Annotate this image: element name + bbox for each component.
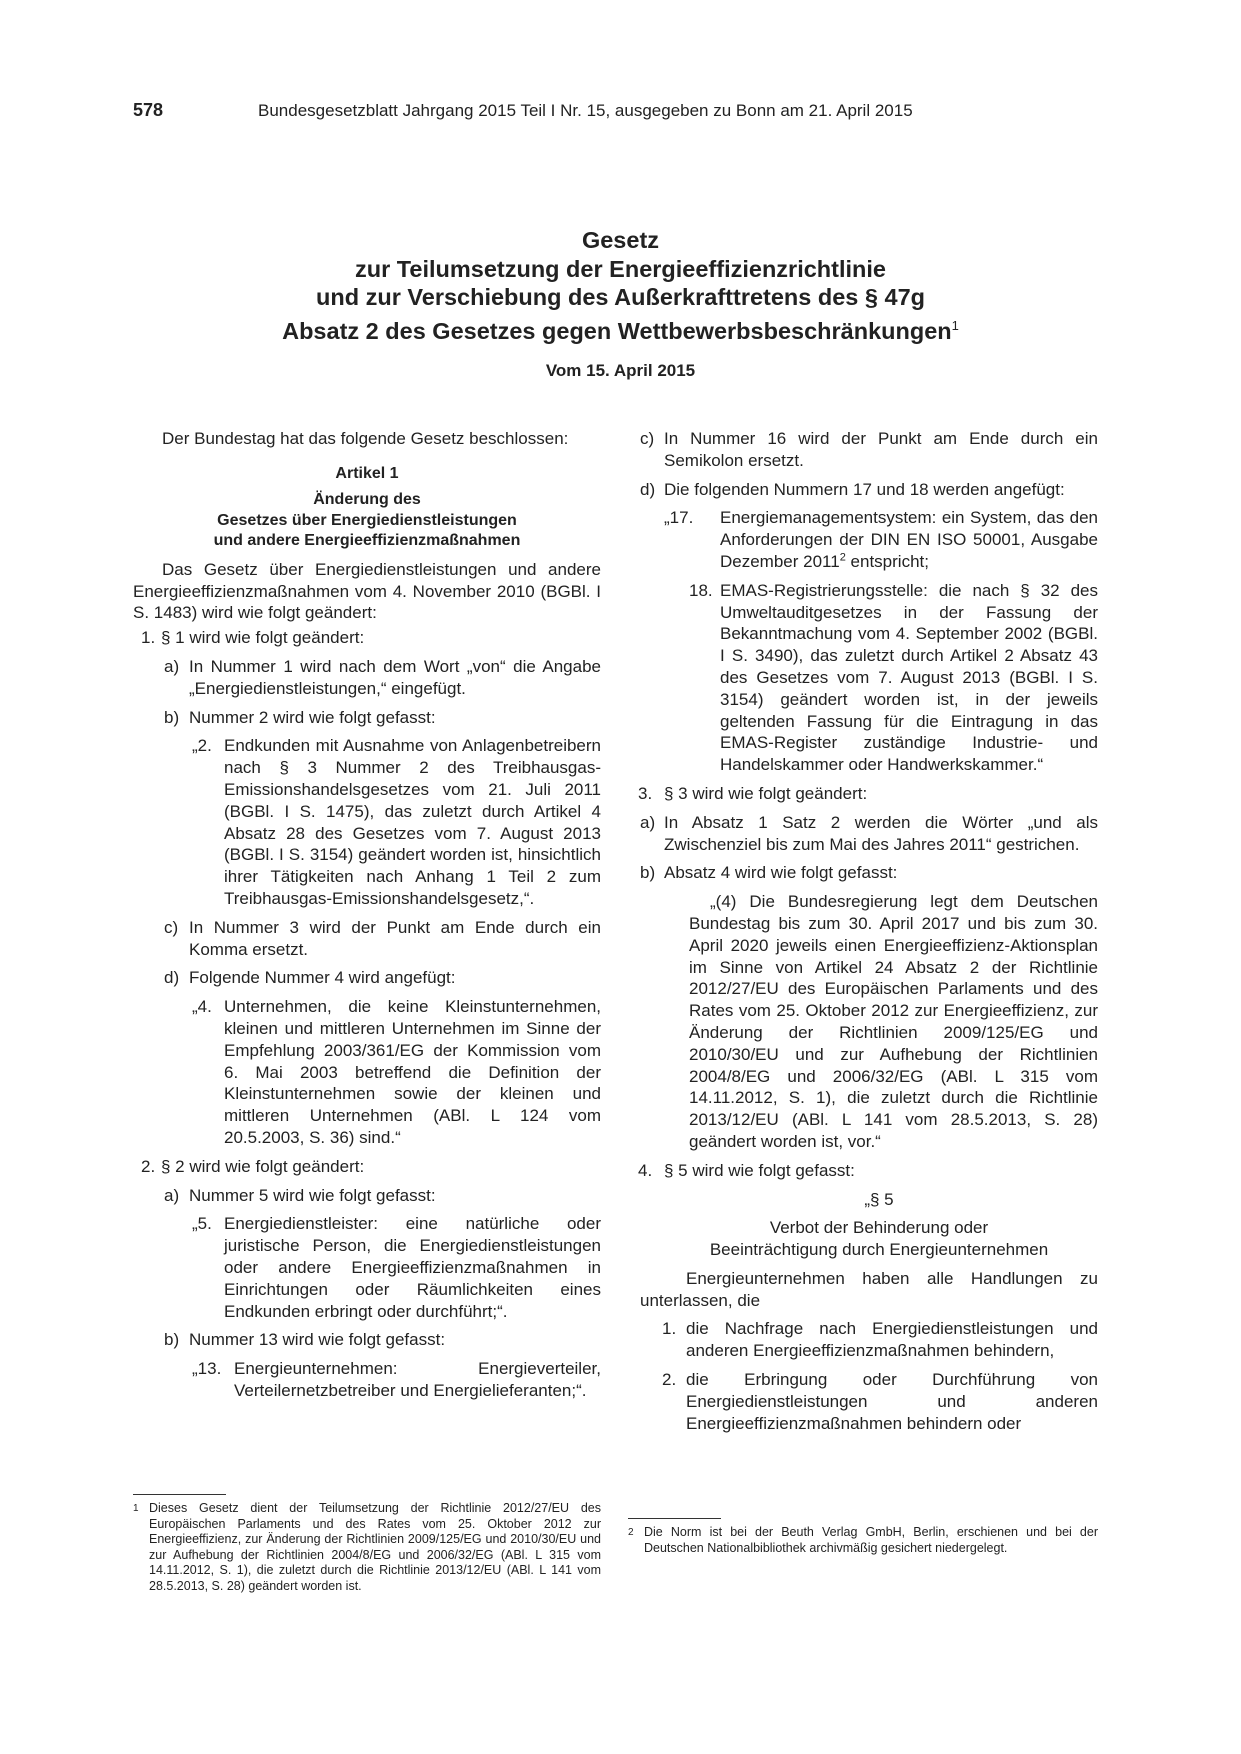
- item-label: c): [164, 917, 179, 937]
- quoted-paragraph: „(4) Die Bundesregierung legt dem Deutschen Bundestag bis zum 30. April 2017 und bis zum 30. April 2020 jeweils einen Energieeffizienz-Aktionsplan im Sinne von Artikel 24 Absatz 2 der Richtlinie 2012/27/EU des Europäischen Parlaments und des Rates vom 25. Oktober 2012 zur Energieeffizienz, zur Änderung der Richtlinien 2009/125/EG und 2010/30/EU und zur Aufhebung der Richtlinien 2004/8/EG und 2006/32/EG (ABl. L 315 vom 14.11.2012, S. 1), die zuletzt durch die Richtlinie 2013/12/EU (ABl. L 141 vom 28.5.2013, S. 28) geändert worden ist, vor.“: [689, 892, 1098, 1151]
- article-preamble: Das Gesetz über Energiedienstleistungen und andere Energieeffizienzmaßnahmen vom 4. November 2010 (BGBl. I S. 1483) wird wie folgt geändert:: [133, 559, 601, 623]
- list-item: [133, 1329, 601, 1351]
- item-label: a): [164, 1185, 180, 1205]
- title-line-2: zur Teilumsetzung der Energieeffizienzrichtlinie: [354, 255, 886, 282]
- title-line-3: und zur Verschiebung des Außerkrafttretens des § 47g: [316, 284, 925, 310]
- item-text: die Erbringung oder Durchführung von Energiedienstleistungen und anderen Energieeffizienzmaßnahmen behindern oder: [686, 1370, 1098, 1433]
- item-text: § 3 wird wie folgt geändert:: [664, 783, 868, 803]
- item-label: „4.: [192, 997, 212, 1017]
- list-item: [133, 1185, 601, 1207]
- item-label: 3.: [638, 783, 653, 803]
- footnote-number: 1: [133, 1503, 139, 1514]
- footnote-body: [628, 1525, 1098, 1556]
- quoted-item: [133, 1213, 601, 1322]
- footnote-divider: [628, 1518, 721, 1519]
- item-label: b): [164, 707, 180, 727]
- footnote-body: [133, 1501, 601, 1595]
- item-text: Energiedienstleister: eine natürliche oder juristische Person, die Energiedienstleistungen oder andere Energieeffizienzmaßnahmen in Einrichtungen oder Räumlichkeiten eines Endkunden erbringt oder durchführt;“.: [224, 1214, 601, 1321]
- item-label: „17.: [664, 508, 694, 528]
- list-item: [133, 656, 601, 700]
- item-label: 18.: [689, 580, 713, 600]
- law-date: Vom 15. April 2015: [545, 361, 696, 380]
- item-label: a): [164, 656, 180, 676]
- quoted-item: [133, 1358, 601, 1402]
- section-heading-line-1: Verbot der Behinderung oder: [769, 1218, 989, 1238]
- list-item: [640, 783, 1098, 805]
- right-column: [640, 428, 1098, 1441]
- item-label: 1.: [662, 1319, 677, 1339]
- section-heading-line-2: Beeinträchtigung durch Energieunternehmen: [709, 1240, 1049, 1260]
- item-text: In Absatz 1 Satz 2 werden die Wörter „und als Zwischenziel bis zum Mai des Jahres 2011“ gestrichen.: [664, 812, 1098, 854]
- item-label: c): [640, 429, 655, 448]
- item-text: EMAS-Registrierungsstelle: die nach § 32 des Umweltauditgesetzes in der Fassung der Bekanntmachung vom 4. September 2002 (BGBl. I S. 3490), das zuletzt durch Artikel 2 Absatz 43 des Gesetzes vom 7. August 2013 (BGBl. I S. 3154) geändert worden ist, in der jeweils geltenden Fassung für die Eintragung in das EMAS-Register zuständige Industrie- und Handelskammer oder Handwerkskammer.“: [720, 580, 1098, 775]
- footnote-1: [133, 1494, 601, 1595]
- item-text: § 2 wird wie folgt geändert:: [161, 1156, 365, 1176]
- list-item: [133, 1156, 601, 1178]
- item-text: Folgende Nummer 4 wird angefügt:: [189, 968, 456, 988]
- item-label: a): [640, 812, 656, 832]
- item-text: Absatz 4 wird wie folgt gefasst:: [664, 863, 898, 883]
- item-label: „5.: [192, 1214, 212, 1234]
- item-text: Nummer 13 wird wie folgt gefasst:: [189, 1330, 446, 1350]
- item-text: In Nummer 3 wird der Punkt am Ende durch ein Komma ersetzt.: [189, 917, 601, 959]
- footnote-ref-1[interactable]: 1: [951, 317, 959, 333]
- item-text: § 5 wird wie folgt gefasst:: [664, 1160, 855, 1180]
- enacting-clause: Der Bundestag hat das folgende Gesetz beschlossen:: [162, 429, 569, 448]
- item-label: „13.: [192, 1359, 222, 1379]
- item-label: b): [164, 1330, 180, 1350]
- item-label: 1.: [141, 628, 156, 648]
- section-intro: Energieunternehmen haben alle Handlungen zu unterlassen, die: [640, 1268, 1098, 1310]
- footnote-2: [628, 1518, 1098, 1556]
- article-heading: [133, 464, 601, 552]
- item-text: Die folgenden Nummern 17 und 18 werden angefügt:: [664, 479, 1065, 499]
- footnote-number: 2: [628, 1527, 634, 1538]
- list-item: [133, 917, 601, 961]
- item-text: In Nummer 1 wird nach dem Wort „von“ die Angabe „Energiedienstleistungen,“ eingefügt.: [189, 656, 601, 698]
- article-heading-line-3: und andere Energieeffizienzmaßnahmen: [213, 532, 521, 550]
- footnote-text: Dieses Gesetz dient der Teilumsetzung der Richtlinie 2012/27/EU des Europäischen Parlaments und des Rates vom 25. Oktober 2012 zur Energieeffizienz, zur Änderung der Richtlinien 2009/125/EG und 2010/30/EU und zur Aufhebung der Richtlinien 2004/8/EG und 2006/32/EG (ABl. L 315 vom 14.11.2012, S. 1), die zuletzt durch die Richtlinie 2013/12/EU (ABl. L 141 vom 28.5.2013, S. 28) geändert worden ist.: [149, 1501, 601, 1593]
- item-text: Nummer 5 wird wie folgt gefasst:: [189, 1185, 436, 1205]
- item-text: Unternehmen, die keine Kleinstunternehmen, kleinen und mittleren Unternehmen im Sinne der Empfehlung 2003/361/EG der Kommission vom 6. Mai 2003 betreffend die Definition der Kleinstunternehmen sowie der kleinen und mittleren Unternehmen (ABl. L 124 vom 20.5.2003, S. 36) sind.“: [224, 997, 601, 1147]
- item-label: „2.: [192, 736, 212, 756]
- item-label: 2.: [662, 1370, 677, 1390]
- footnote-divider: [133, 1494, 226, 1495]
- item-text: Nummer 2 wird wie folgt gefasst:: [189, 707, 436, 727]
- article-heading-line-2: Gesetzes über Energiedienstleistungen: [217, 511, 517, 529]
- law-title: [0, 226, 1241, 345]
- section-number: „§ 5: [864, 1189, 894, 1209]
- list-item: [133, 707, 601, 729]
- footnote-text: Die Norm ist bei der Beuth Verlag GmbH, Berlin, erschienen und bei der Deutschen Nationalbibliothek archivmäßig gesichert niedergelegt.: [644, 1525, 1098, 1555]
- list-item: [640, 479, 1098, 501]
- article-label: Artikel 1: [335, 464, 399, 482]
- list-item: [133, 967, 601, 989]
- item-text-tail: entspricht;: [845, 551, 929, 571]
- list-item: [133, 627, 601, 649]
- list-item: [640, 1318, 1098, 1362]
- title-line-4-text: Absatz 2 des Gesetzes gegen Wettbewerbsbeschränkungen: [282, 317, 952, 344]
- page-number: 578: [133, 100, 164, 120]
- item-label: d): [640, 479, 656, 499]
- list-item: [640, 1369, 1098, 1434]
- item-label: d): [164, 968, 180, 988]
- quoted-item: [640, 580, 1098, 776]
- quoted-item: [640, 507, 1098, 572]
- left-column: [133, 428, 601, 1409]
- list-item: [640, 428, 1098, 472]
- item-text: § 1 wird wie folgt geändert:: [161, 628, 365, 648]
- item-text: Endkunden mit Ausnahme von Anlagenbetreibern nach § 3 Nummer 2 des Treibhausgas-Emissionshandelsgesetzes vom 21. Juli 2011 (BGBl. I S. 1475), das zuletzt durch Artikel 4 Absatz 28 des Gesetzes vom 7. August 2013 (BGBl. I S. 3154) geändert worden ist, hinsichtlich ihrer Tätigkeiten nach Anhang 1 Teil 2 zum Treibhausgas-Emissionshandelsgesetz,“.: [224, 736, 601, 908]
- list-item: [640, 812, 1098, 856]
- running-title: Bundesgesetzblatt Jahrgang 2015 Teil I Nr. 15, ausgegeben zu Bonn am 21. April 2015: [258, 101, 913, 120]
- item-text: In Nummer 16 wird der Punkt am Ende durch ein Semikolon ersetzt.: [664, 429, 1098, 470]
- item-label: 4.: [638, 1160, 653, 1180]
- item-text: Energieunternehmen: Energieverteiler, Verteilernetzbetreiber und Energielieferanten;“.: [234, 1359, 601, 1400]
- item-text: Energiemanagementsystem: ein System, das den Anforderungen der DIN EN ISO 50001, Ausgabe Dezember 2011: [720, 508, 1098, 571]
- title-line-1: Gesetz: [581, 227, 660, 253]
- item-label: 2.: [141, 1156, 156, 1176]
- item-text: die Nachfrage nach Energiedienstleistungen und anderen Energieeffizienzmaßnahmen behindern,: [686, 1319, 1098, 1361]
- title-line-4: [0, 312, 1241, 345]
- article-heading-line-1: Änderung des: [313, 491, 421, 509]
- list-item: [640, 1160, 1098, 1182]
- footnote-ref-2[interactable]: 2: [839, 551, 846, 564]
- quoted-item: [133, 996, 601, 1149]
- quoted-item: [133, 735, 601, 909]
- list-item: [640, 862, 1098, 884]
- item-label: b): [640, 863, 656, 883]
